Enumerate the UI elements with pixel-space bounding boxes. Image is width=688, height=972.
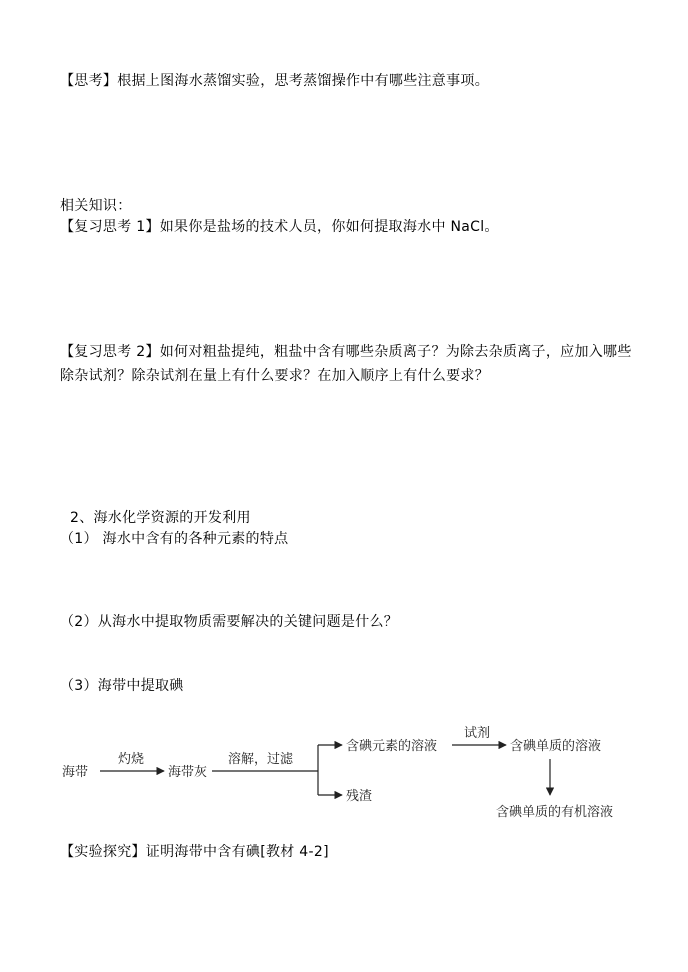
edge-label-reagent: 试剂 [464,726,491,741]
item-1: （1） 海水中含有的各种元素的特点 [60,531,289,547]
node-iodine-organic-solution: 含碘单质的有机溶液 [496,805,614,820]
edge-label-burn: 灼烧 [118,752,145,767]
section-2-title: 2、海水化学资源的开发利用 [70,510,251,526]
review-question-2: 【复习思考 2】如何对粗盐提纯，粗盐中含有哪些杂质离子？为除去杂质离子，应加入哪些除杂试剂？除杂试剂在量上有什么要求？在加入顺序上有什么要求？ [60,344,632,384]
related-knowledge-heading: 相关知识： [60,198,132,214]
item-2: （2）从海水中提取物质需要解决的关键问题是什么？ [60,614,399,630]
review-question-1: 【复习思考 1】如果你是盐场的技术人员，你如何提取海水中 NaCl。 [60,219,499,235]
node-iodine-element-solution: 含碘元素的溶液 [346,739,438,754]
item-3: （3）海带中提取碘 [60,678,184,694]
iodine-extraction-flowchart [60,715,630,825]
node-residue: 残渣 [346,789,373,804]
node-kelp-ash: 海带灰 [168,765,208,780]
node-kelp: 海带 [62,765,89,780]
experiment-prompt: 【实验探究】证明海带中含有碘[教材 4-2] [60,844,329,860]
edge-label-dissolve-filter: 溶解，过滤 [228,752,294,767]
think-prompt: 【思考】根据上图海水蒸馏实验，思考蒸馏操作中有哪些注意事项。 [60,73,489,89]
node-iodine-simple-solution: 含碘单质的溶液 [510,739,602,754]
